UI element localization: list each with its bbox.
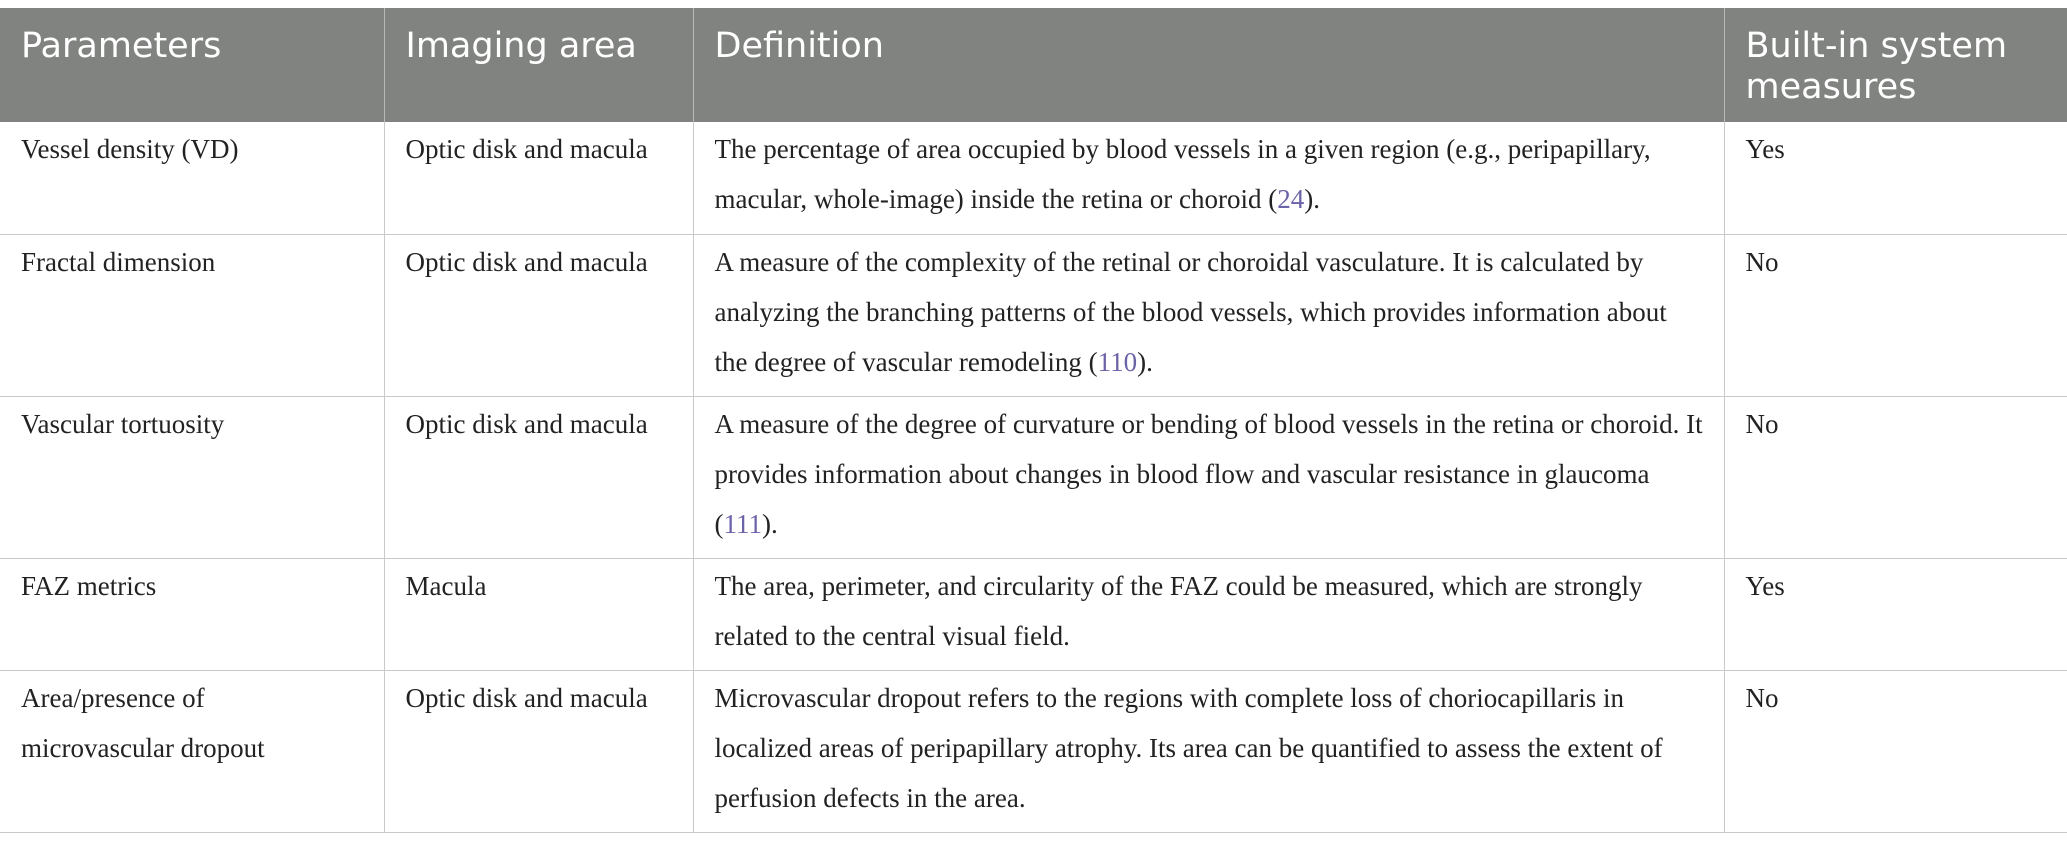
imaging-area-cell: Macula bbox=[384, 558, 693, 670]
definition-text: The area, perimeter, and circularity of the FAZ could be measured, which are strongly related to the central visual field. bbox=[714, 570, 1643, 651]
parameter-cell: Vascular tortuosity bbox=[0, 396, 384, 558]
header-definition: Definition bbox=[693, 8, 1724, 122]
header-parameters: Parameters bbox=[0, 8, 384, 122]
header-built-in-system-measures: Built-in system measures bbox=[1724, 8, 2067, 122]
definition-cell bbox=[693, 558, 1724, 670]
definition-text: A measure of the degree of curvature or bending of blood vessels in the retina or choroid. It provides information about changes in blood flow and vascular resistance in glaucoma ( bbox=[714, 408, 1703, 539]
imaging-area-cell: Optic disk and macula bbox=[384, 234, 693, 396]
table-row bbox=[0, 670, 2067, 832]
definition-text: A measure of the complexity of the retinal or choroidal vasculature. It is calculated by analyzing the branching patterns of the blood vessels, which provides information about the degree of vascular remodeling ( bbox=[714, 246, 1667, 377]
parameter-cell: FAZ metrics bbox=[0, 558, 384, 670]
imaging-area-cell: Optic disk and macula bbox=[384, 122, 693, 234]
header-imaging-area: Imaging area bbox=[384, 8, 693, 122]
built-in-cell: No bbox=[1724, 234, 2067, 396]
built-in-cell: Yes bbox=[1724, 558, 2067, 670]
definition-cell bbox=[693, 234, 1724, 396]
parameter-cell: Vessel density (VD) bbox=[0, 122, 384, 234]
definition-cell bbox=[693, 122, 1724, 234]
built-in-cell: No bbox=[1724, 670, 2067, 832]
table-row bbox=[0, 396, 2067, 558]
table-row bbox=[0, 558, 2067, 670]
imaging-area-cell: Optic disk and macula bbox=[384, 396, 693, 558]
imaging-area-cell: Optic disk and macula bbox=[384, 670, 693, 832]
parameter-cell: Area/presence of microvascular dropout bbox=[0, 670, 384, 832]
table-row bbox=[0, 122, 2067, 234]
table-body bbox=[0, 122, 2067, 832]
table-header bbox=[0, 8, 2067, 122]
header-row bbox=[0, 8, 2067, 122]
definition-text: Microvascular dropout refers to the regions with complete loss of choriocapillaris in localized areas of peripapillary atrophy. Its area can be quantified to assess the extent of perfusion defects in the area. bbox=[714, 682, 1663, 813]
built-in-cell: No bbox=[1724, 396, 2067, 558]
definition-text-end: ). bbox=[762, 508, 778, 539]
table-row bbox=[0, 234, 2067, 396]
definition-cell bbox=[693, 396, 1724, 558]
citation-link[interactable]: 111 bbox=[723, 508, 762, 539]
definition-text-end: ). bbox=[1304, 184, 1320, 214]
parameters-table bbox=[0, 8, 2067, 833]
definition-text-end: ). bbox=[1137, 346, 1153, 377]
definition-cell bbox=[693, 670, 1724, 832]
built-in-cell: Yes bbox=[1724, 122, 2067, 234]
definition-text: The percentage of area occupied by blood vessels in a given region (e.g., peripapillary, macular, whole-image) inside the retina or choroid ( bbox=[714, 134, 1651, 214]
citation-link[interactable]: 24 bbox=[1277, 184, 1305, 214]
parameter-cell: Fractal dimension bbox=[0, 234, 384, 396]
citation-link[interactable]: 110 bbox=[1097, 346, 1138, 377]
